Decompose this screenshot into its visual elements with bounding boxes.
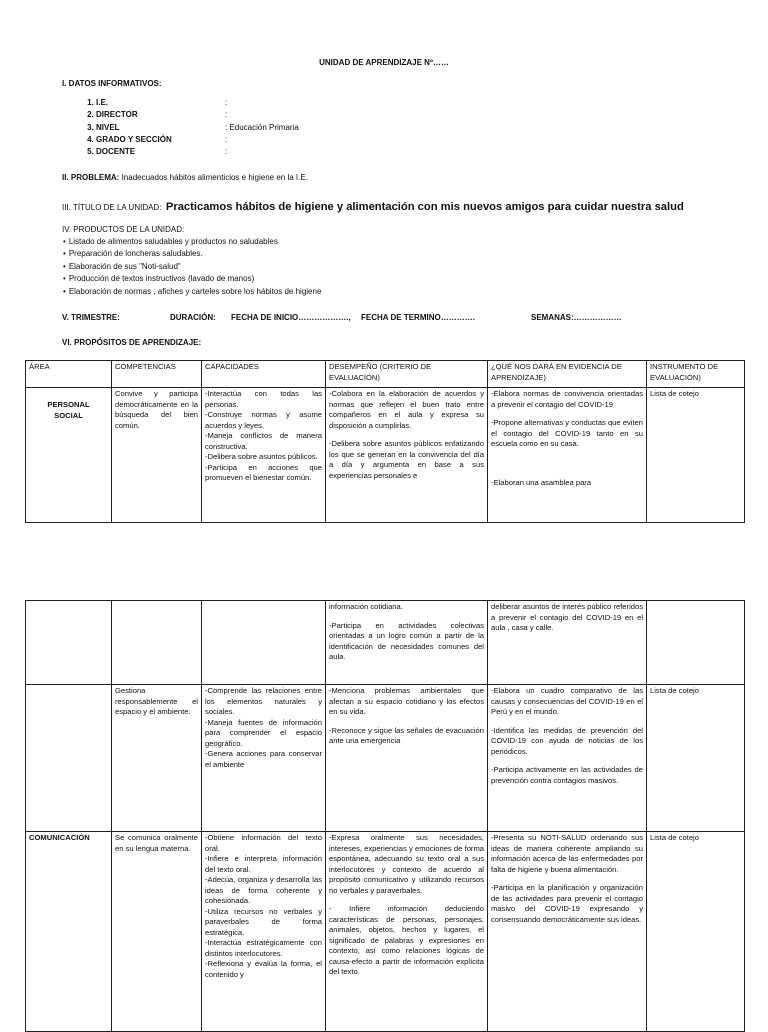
start-date-label: FECHA DE INICIO………………., xyxy=(231,313,351,322)
instrumento-cell: Lista de cotejo xyxy=(647,685,745,832)
desempeno-cell: -Colabora en la elaboración de acuerdos y normas que reflejen el buen trato entre compañeros en el aula y expresa su disposición a cumplirlas. -Delibera sobre asuntos públicos enfatizando los que se generan en la convivencia del día a día y argumenta en base a sus experiencias personales e xyxy=(326,388,488,523)
page-title: UNIDAD DE APRENDIZAJE Nº…… xyxy=(319,58,449,67)
datos-item: 3. NIVEL : Educación Primaria xyxy=(96,122,172,134)
table-row xyxy=(26,685,745,832)
competencia-cell xyxy=(112,601,202,685)
product-item: • Listado de alimentos saludables y productos no saludables xyxy=(70,236,321,248)
evidencia-cell: -Elabora normas de convivencia orientadas a prevenir el contagio del COVID-19 -Propone alternativas y conductas que eviten el contagio del COVID-19 tanto en su escuela como en su casa. -Elaboran una asamblea para xyxy=(488,388,647,523)
duration-label: DURACIÓN: xyxy=(170,313,216,322)
weeks-label: SEMANAS:……………… xyxy=(531,313,622,322)
product-item: • Elaboración de sus "Noti-salud" xyxy=(70,261,321,273)
table-row xyxy=(26,601,745,685)
desempeno-cell: información cotidiana. -Participa en actividades colectivas orientadas a un logro común a partir de la identificación de necesidades comunes del aula. xyxy=(326,601,488,685)
unit-title-label: III. TÍTULO DE LA UNIDAD: xyxy=(62,203,162,212)
desempeno-cell: -Menciona problemas ambientales que afectan a su espacio cotidiano y los efectos en su vida. -Reconoce y sigue las señales de evacuación ante una emergencia xyxy=(326,685,488,832)
product-item: • Preparación de loncheras saludables. xyxy=(70,248,321,260)
trimester-label: V. TRIMESTRE: xyxy=(62,313,120,322)
capacidades-cell: -Interactúa con todas las personas. -Construye normas y asume acuerdos y leyes. -Maneja conflictos de manera constructiva. -Delibera sobre asuntos públicos. -Participa en acciones que promueven el bienestar común. xyxy=(202,388,326,523)
competencia-cell: Gestiona responsablemente el espacio y el ambiente. xyxy=(112,685,202,832)
header-capacidades: CAPACIDADES xyxy=(202,361,326,388)
capacidades-cell: -Comprende las relaciones entre los elementos naturales y sociales. -Maneja fuentes de información para comprender el espacio geográfico. -Genera acciones para conservar el ambiente xyxy=(202,685,326,832)
evidencia-cell: -Elabora un cuadro comparativo de las causas y consecuencias del COVID-19 en el Perú y en el mundo. -Identifica las medidas de prevención del COVID-19 con ayuda de noticias de los periódicos. -Participa activamente en las actividades de prevención contra contagios masivos. xyxy=(488,685,647,832)
instrumento-cell xyxy=(647,601,745,685)
evidencia-cell: -Presenta su NOTI-SALUD ordenando sus ideas de manera coherente ampliando su información acerca de las enfermedades por falta de higiene y buena alimentación. -Participa en la planificación y organización de las actividades para prevenir el contagio masivo del COVID-19 expresando y consensuando democráticamente sus ideas. xyxy=(488,832,647,1032)
product-item: • Producción de textos instructivos (lavado de manos) xyxy=(70,273,321,285)
area-cell: COMUNICACIÓN xyxy=(26,832,112,1032)
section-datos-heading: I. DATOS INFORMATIVOS: xyxy=(62,79,162,88)
product-item: • Elaboración de normas , afiches y carteles sobre los hábitos de higiene xyxy=(70,286,321,298)
competencia-cell: Convive y participa democráticamente en la búsqueda del bien común. xyxy=(112,388,202,523)
evidencia-cell: deliberar asuntos de interés público referidos a prevenir el contagio del COVID-19 en el aula , casa y calle. xyxy=(488,601,647,685)
header-desempeno: DESEMPEÑO (CRITERIO DE EVALUACIÓN) xyxy=(326,361,488,388)
purposes-table-part2 xyxy=(25,600,745,1032)
area-cell: PERSONAL SOCIAL xyxy=(26,388,112,523)
header-competencias: COMPETENCIAS xyxy=(112,361,202,388)
end-date-label: FECHA DE TERMINO…………. xyxy=(361,313,475,322)
datos-item: 5. DOCENTE : xyxy=(96,146,172,158)
products-heading: IV. PRODUCTOS DE LA UNIDAD: xyxy=(62,225,185,234)
datos-item: 4. GRADO Y SECCIÓN : xyxy=(96,134,172,146)
capacidades-cell xyxy=(202,601,326,685)
datos-item: 2. DIRECTOR : xyxy=(96,109,172,121)
unit-title-text: Practicamos hábitos de higiene y alimentación con mis nuevos amigos para cuidar nuestra salud xyxy=(165,201,684,213)
purposes-heading: VI. PROPÓSITOS DE APRENDIZAJE: xyxy=(62,338,202,347)
instrumento-cell: Lista de cotejo xyxy=(647,832,745,1032)
datos-item: 1. I.E. : xyxy=(96,97,172,109)
unit-title-line xyxy=(62,197,684,215)
area-cell xyxy=(26,601,112,685)
desempeno-cell: -Expresa oralmente sus necesidades, intereses, experiencias y emociones de forma espontánea, adecuando su texto oral a sus interlocutores y contexto de acuerdo al propósito comunicativo y utilizando recursos no verbales y paraverbales. - Infiere información deduciendo características de personas, personajes, animales, objetos, hechos y lugares, el significado de palabras y expresiones en contexto, así como relaciones lógicas de causa-efecto a partir de información explícita del texto. xyxy=(326,832,488,1032)
competencia-cell: Se comunica oralmente en su lengua materna. xyxy=(112,832,202,1032)
products-list xyxy=(62,236,321,298)
table-header-row xyxy=(26,361,745,388)
problem-line xyxy=(62,172,308,184)
table-row xyxy=(26,832,745,1032)
header-instrumento: INSTRUMENTO DE EVALUACIÓN) xyxy=(647,361,745,388)
problem-label: II. PROBLEMA: xyxy=(62,173,120,182)
area-cell xyxy=(26,685,112,832)
purposes-table-part1 xyxy=(25,360,745,523)
header-evidencia: ¿QUÉ NOS DARÁ EN EVIDENCIA DE APRENDIZAJE) xyxy=(488,361,647,388)
instrumento-cell: Lista de cotejo xyxy=(647,388,745,523)
problem-text: Inadecuados hábitos alimenticios e higiene en la I.E. xyxy=(121,173,308,182)
table-row xyxy=(26,388,745,523)
header-area: ÁREA xyxy=(26,361,112,388)
datos-list xyxy=(70,97,299,158)
capacidades-cell: -Obtiene información del texto oral. -Infiere e interpreta información del texto oral. -Adecúa, organiza y desarrolla las ideas de forma coherente y cohesionada. -Utiliza recursos no verbales y paraverbales de forma estratégica. -Interactúa estratégicamente con distintos interlocutores. -Reflexiona y evalúa la forma, el contenido y xyxy=(202,832,326,1032)
